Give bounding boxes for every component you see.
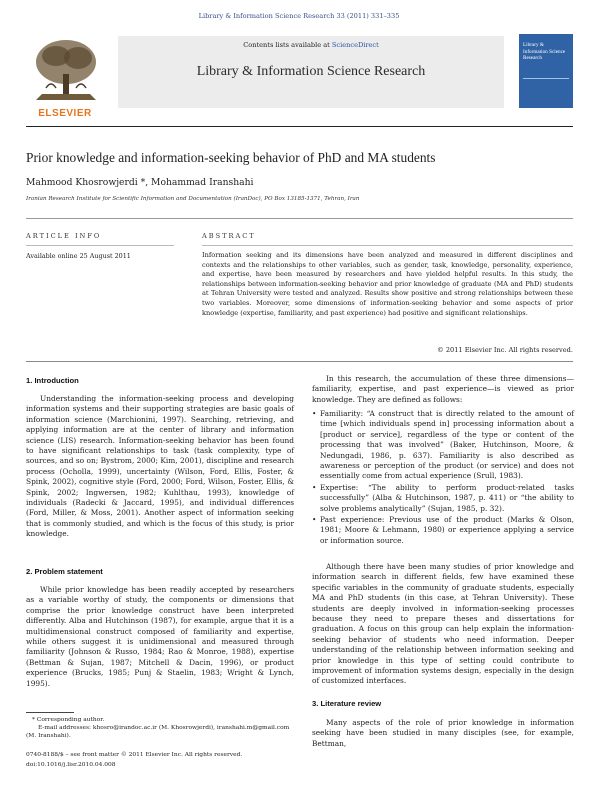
introduction-heading: 1. Introduction [26,376,79,385]
available-online: Available online 25 August 2011 [26,252,131,260]
issn-line: 0740-8188/$ – see front matter © 2011 Elsevier Inc. All rights reserved. [26,752,243,758]
contents-line [118,41,504,51]
abstract-text: Information seeking and its dimensions have been analyzed and measured in different disciplines and contexts and the relationships to other variables, such as gender, task, knowledge, personality, experience, and expertise, have been measured by researchers and have yielded helpful results. In this study, the relationships between information-seeking behavior and prior knowledge of graduate (MA and PhD) students at Tehran University were tested and analyzed. Results show positive and strong relationships between these two variables. Moreover, some dimensions of information-seeking behavior and some aspects of prior knowledge (expertise, familiarity, and past experience) had positive and significant relationships. [202,251,573,317]
abstract-copyright: © 2011 Elsevier Inc. All rights reserved. [437,346,573,354]
cover-divider [523,78,569,79]
sciencedirect-link[interactable]: ScienceDirect [331,41,379,49]
problem-heading: 2. Problem statement [26,567,103,576]
right-intro-paragraph: In this research, the accumulation of these three dimensions—familiarity, expertise, and past experience—is viewed as prior knowledge. They are defined as follows: [312,374,574,404]
footnote-corresponding: * Corresponding author. [32,717,105,723]
journal-cover[interactable] [519,34,573,108]
elsevier-wordmark: ELSEVIER [38,108,92,119]
literature-review-text: Many aspects of the role of prior knowledge in information seeking have been studied in many disciples (see, for example, Bettman, [312,718,574,748]
definitions-list [312,409,574,546]
journal-title[interactable]: Library & Information Science Research [196,64,426,79]
right-research-paragraph: Although there have been many studies of prior knowledge and information search in different fields, few have examined these specific variables in the community of graduate students, especially MA and PhD students (in this case, at Tehran University). These students are deeply involved in information-seeking processes because they need to prepare theses and dissertations for graduation. A focus on this group can help explain the information-seeking behavior of students who need information. Deeper understanding of the relationship between information seeking and prior knowledge in this type of setting could contribute to improvement of information systems design, especially in the design of customized interfaces. [312,562,574,686]
doi-line[interactable]: doi:10.1016/j.lisr.2010.04.008 [26,762,116,768]
affiliation: Iranian Research Institute for Scientific Information and Documentation (IranDoc), PO Box 13185-1371, Tehran, Iran [26,196,360,202]
article-title: Prior knowledge and information-seeking behavior of PhD and MA students [26,150,436,165]
footnote-rule [26,712,74,713]
abstract-heading: ABSTRACT [202,232,256,240]
abstract-rule [202,245,573,246]
cover-title: Library & Information Science Research [523,42,566,62]
authors-line: Mahmood Khosrowjerdi *, Mohammad Iranshahi [26,177,254,188]
contents-prefix: Contents lists available at [243,41,332,49]
article-info-rule [26,245,174,246]
bullet-past-experience: • Past experience: Previous use of the product (Marks & Olson, 1981; Moore & Lehmann, 1980) or experience applying a service or information source. [312,515,574,546]
bullet-familiarity: • Familiarity: “A construct that is directly related to the amount of time [which individuals spend in] processing information about a [product or service], regardless of the type or content of the processing that was involved” (Baker, Hutchinson, Moore, & Nedungadi, 1986, p. 637). Familiarity is also described as awareness or perception of the product (or service) and does not essentially come from actual experience (Srull, 1983). [312,409,574,482]
introduction-text: Understanding the information-seeking process and developing information systems and their supporting strategies are basic goals of information science (Marchionini, 1997). Searching, retrieving, and applying information are at the center of library and information science (LIS) research. Information-seeking behavior has been found to have significant relationships to task (task complexity, type of sources, and so on; Bystrom, 2000; Kim, 2001), discipline and research process (Ocholla, 1999), uncertainty (Wilson, Ford, Ellis, Foster, & Spink, 2002), cognitive style (Ford, 2000; Ford, Wilson, Foster, Ellis, & Spink, 2002; Ingwersen, 1982; Kuhlthau, 1993), knowledge of individuals (Radecki & Jaccard, 1995), and individual differences (Ford, Miller, & Moss, 2001). Another aspect of information seeking that is commonly studied, and which is the focus of this study, is prior knowledge. [26,394,294,539]
elsevier-logo[interactable] [26,30,104,120]
article-info-heading: ARTICLE INFO [26,232,102,240]
literature-review-heading: 3. Literature review [312,699,382,708]
journal-reference[interactable]: Library & Information Science Research 33 (2011) 331–335 [198,12,400,20]
journal-header-box [118,36,504,108]
elsevier-tree-icon [26,30,104,108]
title-rule [26,218,573,219]
problem-text: While prior knowledge has been readily accepted by researchers as a variable worthy of study, the components or dimensions that comprise the prior knowledge construct have been interpreted differently. Alba and Hutchinson (1987), for example, argue that it is a multidimensional construct composed of familiarity and expertise, while others suggest it is unidimensional and measured through familiarity (Johnson & Russo, 1984; Rao & Monroe, 1988), expertise (Bettman & Sujan, 1987; Mitchell & Dacin, 1996), or product experience (Brucks, 1985; Punj & Staelin, 1983; Wright & Lynch, 1995). [26,585,294,688]
footnote-email[interactable]: E-mail addresses: khosro@irandoc.ac.ir (M. Khosrowjerdi), iranshahi.m@gmail.com (M. Iranshahi). [26,725,290,740]
bullet-expertise: • Expertise: “The ability to perform product-related tasks successfully” (Alba & Hutchinson, 1987, p. 411) or “the ability to solve problems analytically” (Sujan, 1985, p. 32). [312,483,574,514]
header-rule [26,126,573,127]
abstract-bottom-rule [26,361,573,362]
